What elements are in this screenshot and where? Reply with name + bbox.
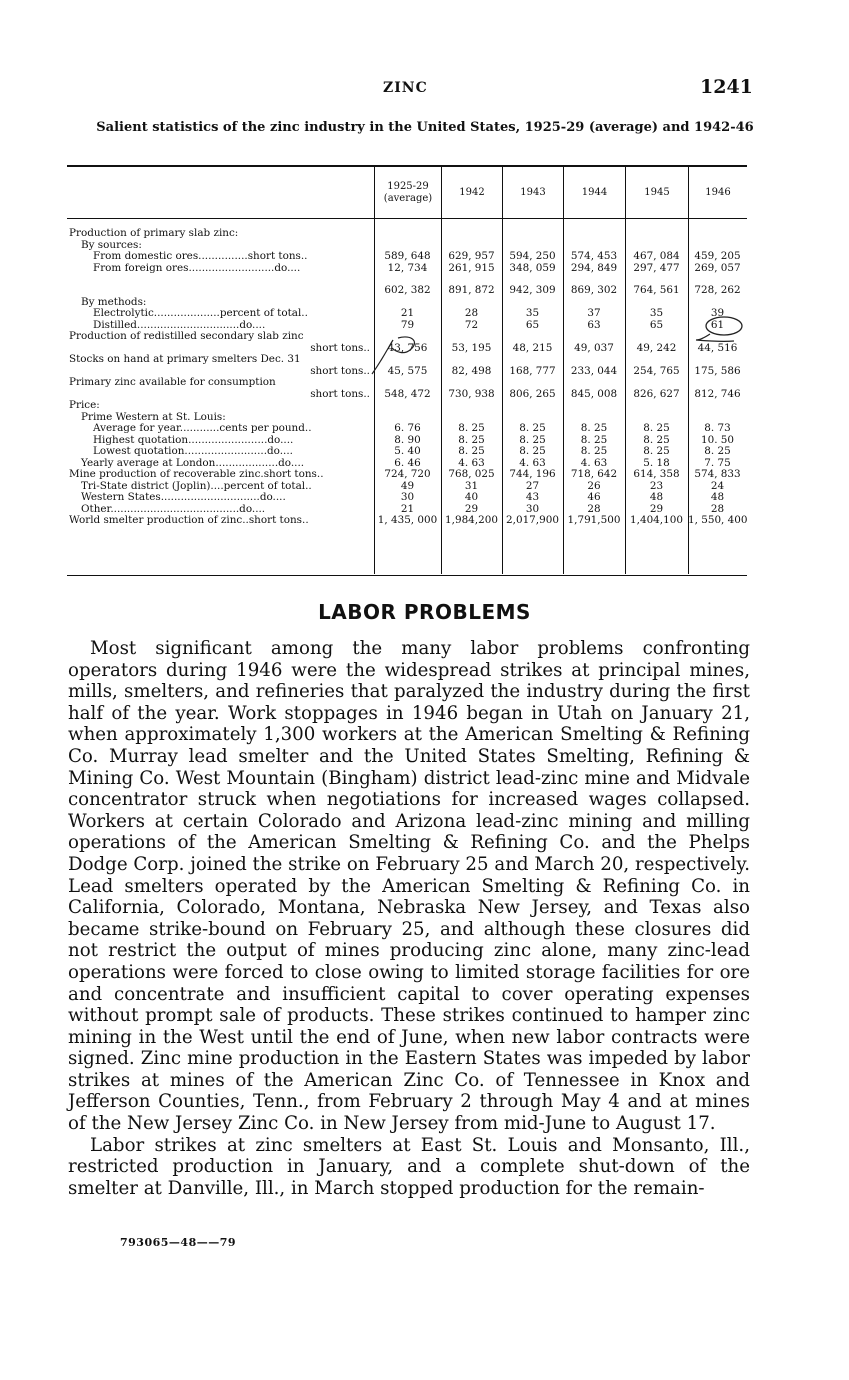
table-cell: 46 — [587, 492, 601, 503]
row-label: Average for year............cents per pound.. — [93, 423, 312, 434]
table-cell — [502, 400, 563, 412]
table-row — [67, 228, 747, 240]
table-cell: 30 — [525, 503, 540, 515]
table-cell: 43 — [525, 492, 540, 503]
table-cell: 459, 205 — [694, 251, 741, 262]
table-cell — [688, 377, 747, 389]
paragraph: Labor strikes at zinc smelters at East St. Louis and Monsanto, Ill., restricted production in January, and a complete shut-down of the smelter at Danville, Ill., in March stopped production for the remain- — [68, 1134, 750, 1199]
column-header: 1943 — [520, 187, 546, 198]
row-label: By methods: — [81, 296, 147, 308]
column-header: 1925-29 (average) — [383, 181, 433, 204]
table-cell: 40 — [464, 492, 479, 503]
table-cell — [625, 240, 688, 252]
section-heading: LABOR PROBLEMS — [318, 600, 531, 624]
table-cell: 269, 057 — [694, 262, 741, 274]
table-cell — [374, 297, 441, 309]
table-cell: 48 — [710, 492, 725, 503]
table-cell: 5. 18 — [643, 457, 670, 469]
table-row — [67, 297, 747, 309]
table-cell — [625, 354, 688, 366]
table-cell — [441, 354, 502, 366]
table-cell: 254, 765 — [633, 365, 680, 377]
table-cell — [688, 240, 747, 252]
table-cell — [688, 354, 747, 366]
table-cell — [502, 377, 563, 389]
table-cell — [374, 274, 441, 285]
table-cell — [374, 228, 441, 240]
table-cell: 12, 734 — [387, 262, 428, 274]
table-cell: 8. 25 — [643, 446, 670, 457]
table-row — [67, 458, 747, 470]
table-cell — [625, 377, 688, 389]
table-cell — [563, 331, 625, 343]
table-cell: 5. 40 — [394, 446, 421, 457]
table-cell — [374, 400, 441, 412]
table-cell — [688, 412, 747, 424]
table-cell: 43, 756 — [387, 342, 428, 354]
table-cell: 168, 777 — [509, 365, 556, 377]
table-cell: 2,017,900 — [506, 515, 559, 526]
row-label: Western States..............................do.... — [81, 492, 286, 503]
table-cell: 594, 250 — [509, 251, 556, 262]
table-row — [67, 492, 747, 504]
table-cell: 8. 25 — [458, 434, 485, 446]
table-cell: 65 — [649, 319, 664, 331]
table-cell: 29 — [464, 503, 479, 515]
table-cell: 4. 63 — [580, 457, 608, 469]
column-header: 1946 — [705, 187, 731, 198]
table-cell — [688, 228, 747, 240]
table-cell — [502, 331, 563, 343]
table-cell — [441, 400, 502, 412]
table-cell: 8. 25 — [704, 446, 731, 457]
table-cell: 724, 720 — [384, 469, 431, 480]
table-row — [67, 274, 747, 285]
table-row — [67, 251, 747, 263]
table-cell: 8. 25 — [643, 434, 670, 446]
row-label: Tri-State district (Joplin)....percent of total.. — [81, 480, 312, 492]
column-header: 1945 — [644, 187, 670, 198]
row-label: Price: — [69, 400, 100, 411]
table-cell: 39 — [710, 308, 725, 319]
handwritten-circle-annotation — [360, 328, 420, 378]
table-cell: 1,404,100 — [630, 515, 683, 526]
body-text — [68, 638, 750, 1199]
table-cell: 8. 25 — [643, 423, 670, 434]
handwritten-circle-annotation — [688, 310, 746, 346]
row-label: Production of primary slab zinc: — [69, 228, 239, 239]
table-cell: 49, 242 — [636, 342, 677, 354]
table-cell — [502, 240, 563, 252]
table-cell: 28 — [464, 308, 479, 319]
table-cell — [374, 240, 441, 252]
table-cell: 28 — [710, 503, 725, 515]
table-top-rule — [67, 165, 747, 167]
table-cell: 6. 76 — [394, 423, 421, 434]
table-cell: 49, 037 — [574, 342, 614, 354]
table-cell: 8. 25 — [458, 423, 485, 434]
row-label: Mine production of recoverable zinc.short tons.. — [69, 469, 324, 480]
table-cell: 294, 849 — [570, 262, 618, 274]
table-cell — [441, 297, 502, 309]
table-cell: 1,791,500 — [567, 515, 621, 526]
table-cell — [625, 297, 688, 309]
row-label: World smelter production of zinc..short tons.. — [69, 515, 309, 526]
table-cell — [563, 377, 625, 389]
table-cell — [625, 331, 688, 343]
row-label: Distilled...............................do.... — [93, 319, 266, 331]
table-cell — [688, 297, 747, 309]
table-cell: 53, 195 — [451, 342, 492, 354]
table-cell — [502, 412, 563, 424]
row-label: short tons.. — [310, 388, 370, 400]
table-cell — [441, 377, 502, 389]
table-cell: 29 — [649, 503, 664, 515]
table-cell: 589, 648 — [384, 251, 431, 262]
table-cell: 35 — [649, 308, 664, 319]
table-row — [67, 481, 747, 493]
table-cell: 4. 63 — [519, 457, 546, 469]
table-cell: 8. 25 — [580, 423, 608, 434]
row-label: By sources: — [81, 239, 142, 251]
table-cell: 30 — [400, 492, 415, 503]
row-label: Stocks on hand at primary smelters Dec. 31 — [69, 354, 301, 365]
row-label: From domestic ores...............short tons.. — [93, 251, 308, 262]
table-cell: 1, 550, 400 — [688, 515, 747, 526]
table-cell: 348, 059 — [509, 262, 556, 274]
table-row — [67, 435, 747, 447]
table-cell: 31 — [464, 480, 479, 492]
table-cell — [502, 274, 563, 285]
print-code: 793065—48——79 — [120, 1236, 237, 1249]
row-label: Production of redistilled secondary slab zinc — [69, 331, 304, 342]
table-cell: 21 — [400, 503, 415, 515]
table-cell: 602, 382 — [384, 285, 431, 296]
table-cell: 45, 575 — [387, 365, 428, 377]
table-row — [67, 504, 747, 516]
table-cell: 768, 025 — [448, 469, 495, 480]
table-row — [67, 308, 747, 320]
table-cell — [563, 297, 625, 309]
table-cell: 49 — [400, 480, 415, 492]
table-row — [67, 389, 747, 401]
row-label: From foreign ores..........................do.... — [93, 262, 301, 274]
table-row — [67, 423, 747, 435]
table-cell: 728, 262 — [694, 285, 741, 296]
table-cell: 614, 358 — [633, 469, 680, 480]
table-cell: 37 — [587, 308, 601, 319]
table-row — [67, 263, 747, 275]
table-cell — [563, 274, 625, 285]
table-cell: 261, 915 — [448, 262, 495, 274]
table-row — [67, 240, 747, 252]
row-label — [67, 274, 374, 285]
table-cell: 764, 561 — [633, 285, 680, 296]
table-cell: 8. 90 — [394, 434, 421, 446]
table-cell — [374, 377, 441, 389]
table-cell: 26 — [587, 480, 601, 492]
table-cell: 574, 833 — [694, 469, 741, 480]
row-label: Electrolytic....................percent of total.. — [93, 308, 308, 319]
column-header: 1942 — [459, 187, 485, 198]
table-cell — [688, 274, 747, 285]
table-cell: 23 — [649, 480, 664, 492]
table-cell: 175, 586 — [694, 365, 741, 377]
table-cell — [441, 412, 502, 424]
page-header — [0, 76, 849, 100]
table-cell: 79 — [400, 319, 415, 331]
row-label: Yearly average at London...................do.... — [81, 457, 305, 469]
table-cell: 233, 044 — [570, 365, 618, 377]
table-cell — [502, 354, 563, 366]
table-cell: 942, 309 — [509, 285, 556, 296]
table-cell — [625, 400, 688, 412]
table-cell: 8. 25 — [580, 434, 608, 446]
table-cell: 35 — [525, 308, 540, 319]
table-cell: 806, 265 — [509, 388, 556, 400]
table-cell: 44, 516 — [697, 342, 738, 354]
table-cell: 82, 498 — [451, 365, 492, 377]
table-cell: 845, 008 — [570, 388, 618, 400]
table-row — [67, 377, 747, 389]
table-cell — [563, 412, 625, 424]
table-cell — [563, 354, 625, 366]
row-label — [67, 285, 374, 297]
table-cell: 8. 73 — [704, 423, 731, 434]
table-cell: 28 — [587, 503, 601, 515]
table-cell: 27 — [525, 480, 540, 492]
row-label: Highest quotation........................do.... — [93, 434, 294, 446]
table-cell: 72 — [464, 319, 479, 331]
table-cell: 48, 215 — [512, 342, 553, 354]
table-cell: 24 — [710, 480, 725, 492]
table-cell — [441, 240, 502, 252]
table-cell: 8. 25 — [519, 446, 546, 457]
table-cell: 10. 50 — [700, 434, 735, 446]
table-cell: 8. 25 — [519, 423, 546, 434]
table-cell — [625, 228, 688, 240]
table-row — [67, 469, 747, 481]
table-cell: 826, 627 — [633, 388, 680, 400]
row-label: Lowest quotation.........................do.... — [93, 446, 293, 457]
table-cell — [688, 400, 747, 412]
table-cell — [441, 274, 502, 285]
table-cell: 1, 435, 000 — [377, 515, 438, 526]
table-cell: 21 — [400, 308, 415, 319]
table-cell: 869, 302 — [570, 285, 618, 296]
table-cell: 7. 75 — [704, 457, 731, 469]
table-cell — [374, 412, 441, 424]
table-cell: 8. 25 — [580, 446, 608, 457]
table-row — [67, 446, 747, 458]
table-cell — [563, 240, 625, 252]
page-number: 1241 — [700, 76, 753, 98]
table-cell: 61 — [710, 319, 725, 331]
table-cell: 8. 25 — [458, 446, 485, 457]
table-cell — [441, 228, 502, 240]
table-title: Salient statistics of the zinc industry in the United States, 1925-29 (average) and 1942-46 — [96, 120, 754, 135]
table-cell: 629, 957 — [448, 251, 495, 262]
table-row — [67, 515, 747, 527]
table-cell — [563, 228, 625, 240]
table-cell: 574, 453 — [570, 251, 618, 262]
table-row — [67, 285, 747, 297]
table-cell: 297, 477 — [633, 262, 680, 274]
table-cell: 548, 472 — [384, 388, 431, 400]
table-cell: 812, 746 — [694, 388, 741, 400]
table-cell — [625, 412, 688, 424]
row-label: short tons.. — [310, 365, 370, 377]
table-cell: 65 — [525, 319, 540, 331]
table-bottom-rule — [67, 575, 747, 576]
row-label: Prime Western at St. Louis: — [81, 411, 226, 423]
row-label: Other.......................................do.... — [81, 503, 266, 515]
table-cell — [502, 297, 563, 309]
table-cell: 8. 25 — [519, 434, 546, 446]
table-cell: 1,984,200 — [445, 515, 498, 526]
table-cell — [441, 331, 502, 343]
table-cell: 48 — [649, 492, 664, 503]
paragraph: Most significant among the many labor problems confronting operators during 1946 were the widespread strikes at principal mines, mills, smelters, and refineries that paralyzed the industry during the first half of the year. Work stoppages in 1946 began in Utah on January 21, when approximately 1,300 workers at the American Smelting & Refining Co. Murray lead smelter and the United States Smelting, Refining & Mining Co. West Mountain (Bingham) district lead-zinc mine and Midvale concentrator struck when negotiations for increased wages collapsed. Workers at certain Colorado and Arizona lead-zinc mining and milling operations of the American Smelting & Refining Co. and the Phelps Dodge Corp. joined the strike on February 25 and March 20, respectively. Lead smelters operated by the American Smelting & Refining Co. in California, Colorado, Montana, Nebraska New Jersey, and Texas also became strike-bound on February 25, and although these closures did not restrict the output of mines producing zinc alone, many zinc-lead operations were forced to close owing to limited storage facilities for ore and concentrate and insufficient capital to cover operating expenses without prompt sale of products. These strikes continued to hamper zinc mining in the West until the end of June, when new labor contracts were signed. Zinc mine production in the Eastern States was impeded by labor strikes at mines of the American Zinc Co. of Tennessee in Knox and Jefferson Counties, Tenn., from February 2 through May 4 and at mines of the New Jersey Zinc Co. in New Jersey from mid-June to August 17. — [68, 638, 750, 1135]
table-cell — [563, 400, 625, 412]
table-cell: 718, 642 — [570, 469, 618, 480]
row-label: Primary zinc available for consumption — [69, 377, 276, 388]
table-row — [67, 400, 747, 412]
column-header: 1944 — [581, 187, 608, 198]
table-cell: 891, 872 — [448, 285, 495, 296]
table-cell: 6. 46 — [394, 457, 421, 469]
table-row — [67, 412, 747, 424]
table-cell: 730, 938 — [448, 388, 495, 400]
table-header-rule — [67, 218, 747, 219]
table-cell — [625, 274, 688, 285]
table-cell: 744, 196 — [509, 469, 556, 480]
table-cell — [502, 228, 563, 240]
table-cell: 467, 084 — [633, 251, 680, 262]
row-label: short tons.. — [310, 342, 370, 354]
table-cell: 63 — [587, 319, 601, 331]
table-cell: 4. 63 — [458, 457, 485, 469]
running-title: ZINC — [383, 80, 428, 96]
